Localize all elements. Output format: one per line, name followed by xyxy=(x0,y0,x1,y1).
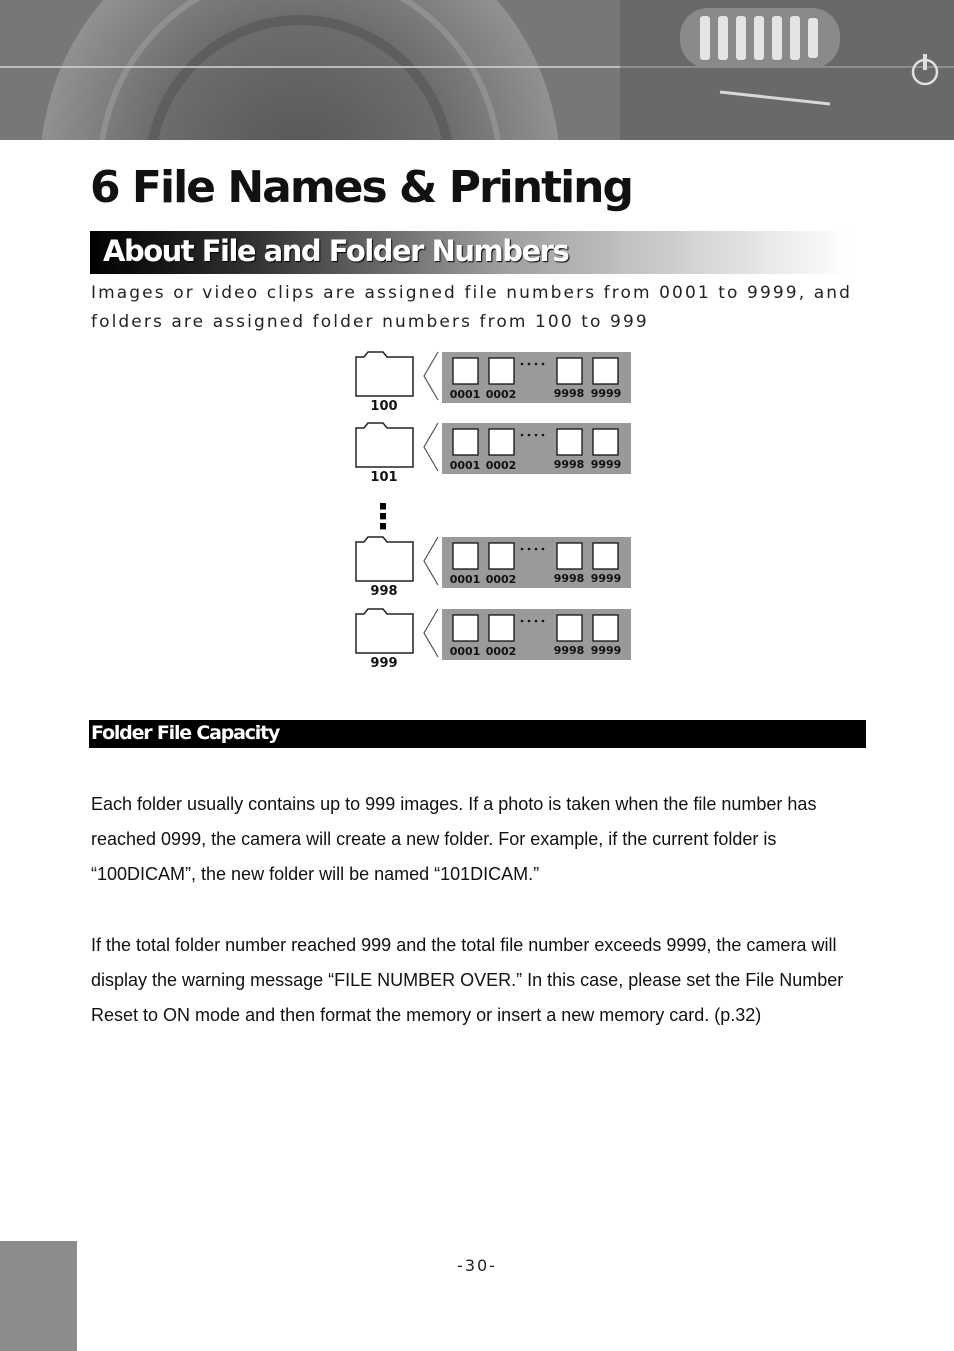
ellipsis-dot xyxy=(535,620,538,623)
folder-file-diagram xyxy=(340,345,640,675)
ellipsis-dot xyxy=(521,548,524,551)
file-icon xyxy=(557,429,582,455)
file-icon xyxy=(453,429,478,455)
file-icon xyxy=(557,615,582,641)
file-number: 9998 xyxy=(553,644,585,657)
header-banner xyxy=(0,0,954,140)
subsection-header-bar xyxy=(89,720,866,748)
file-icon xyxy=(557,358,582,384)
diagram-row xyxy=(356,423,631,485)
ellipsis-dot xyxy=(528,434,531,437)
diagram-row xyxy=(356,352,631,414)
page-number: -30- xyxy=(457,1256,497,1275)
ellipsis-dot xyxy=(535,548,538,551)
ellipsis-dot xyxy=(542,620,545,623)
file-icon xyxy=(453,358,478,384)
ellipsis-dot xyxy=(528,548,531,551)
camera-banner-image xyxy=(0,0,954,140)
paragraph-capacity: Each folder usually contains up to 999 images. If a photo is taken when the file number has reached 0999, the camera will create a new folder. For example, if the current folder is “100DICAM”, the new folder will be named “101DICAM.” xyxy=(91,794,817,884)
file-icon xyxy=(557,543,582,569)
folder-number: 999 xyxy=(370,656,398,671)
file-number: 9999 xyxy=(590,387,622,400)
file-number: 0002 xyxy=(485,388,517,401)
file-number: 0001 xyxy=(449,573,481,586)
ellipsis-dot xyxy=(521,620,524,623)
section-title: About File and Folder Numbers xyxy=(103,234,569,268)
paragraph-file-number-over: If the total folder number reached 999 and the total file number exceeds 9999, the camera will display the warning message “FILE NUMBER OVER.” In this case, please set the File Number Reset to ON mode and then format the memory or insert a new memory card. (p.32) xyxy=(91,935,844,1025)
file-icon xyxy=(593,615,618,641)
file-number: 0002 xyxy=(485,645,517,658)
ellipsis-dot xyxy=(528,363,531,366)
subsection-title: Folder File Capacity xyxy=(91,722,280,744)
file-number: 9998 xyxy=(553,458,585,471)
bracket-line xyxy=(424,423,438,471)
ellipsis-dot xyxy=(535,363,538,366)
file-number: 0002 xyxy=(485,459,517,472)
bracket-line xyxy=(424,609,438,657)
file-number: 9998 xyxy=(553,387,585,400)
ellipsis-dot xyxy=(535,434,538,437)
folder-number: 100 xyxy=(370,399,398,414)
file-icon xyxy=(489,615,514,641)
section-header-bar xyxy=(90,231,850,274)
file-number: 9999 xyxy=(590,572,622,585)
bracket-line xyxy=(424,537,438,585)
intro-text: Images or video clips are assigned file numbers from 0001 to 9999, and folders are assigned folder numbers from 100 to 999 xyxy=(91,283,853,332)
file-icon xyxy=(489,429,514,455)
file-icon xyxy=(593,543,618,569)
file-icon xyxy=(489,543,514,569)
ellipsis-dot xyxy=(528,620,531,623)
bracket-line xyxy=(424,352,438,400)
folder-icon xyxy=(356,352,413,396)
file-icon xyxy=(453,543,478,569)
chapter-title: 6 File Names & Printing xyxy=(90,162,633,213)
file-number: 0001 xyxy=(449,459,481,472)
file-number: 0001 xyxy=(449,388,481,401)
file-icon xyxy=(593,429,618,455)
ellipsis-dot xyxy=(542,363,545,366)
file-number: 0002 xyxy=(485,573,517,586)
folder-icon xyxy=(356,609,413,653)
folder-ellipsis: ⋮ xyxy=(366,497,400,537)
diagram-row xyxy=(356,609,631,671)
ellipsis-dot xyxy=(542,434,545,437)
file-icon xyxy=(593,358,618,384)
file-number: 0001 xyxy=(449,645,481,658)
folder-icon xyxy=(356,537,413,581)
folder-number: 101 xyxy=(370,470,398,485)
folder-number: 998 xyxy=(370,584,398,599)
ellipsis-dot xyxy=(521,363,524,366)
ellipsis-dot xyxy=(542,548,545,551)
ellipsis-dot xyxy=(521,434,524,437)
diagram-row xyxy=(356,537,631,599)
file-number: 9998 xyxy=(553,572,585,585)
file-icon xyxy=(453,615,478,641)
file-number: 9999 xyxy=(590,644,622,657)
folder-icon xyxy=(356,423,413,467)
file-number: 9999 xyxy=(590,458,622,471)
file-icon xyxy=(489,358,514,384)
